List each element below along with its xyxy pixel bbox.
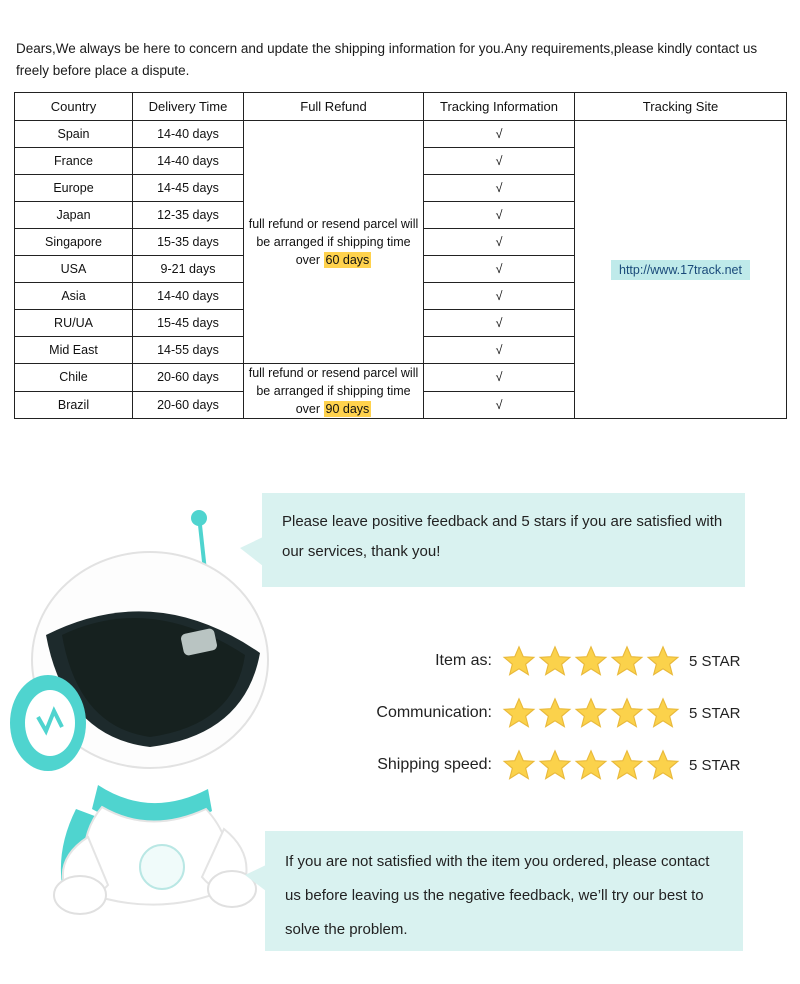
star-icon [502,644,536,678]
cell-country: Japan [15,202,133,229]
rating-label: Item as: [435,652,492,669]
star-icon [646,644,680,678]
star-icon [538,644,572,678]
refund-text-1: full refund or resend parcel will be arranged if shipping time over [248,217,419,267]
cell-delivery: 14-55 days [133,337,244,364]
star-icon [610,696,644,730]
cell-tracking: √ [424,229,575,256]
header-refund: Full Refund [244,93,424,121]
positive-feedback-text: Please leave positive feedback and 5 stars if you are satisfied with our services, thank you! [282,513,723,560]
cell-tracking: √ [424,283,575,310]
star-icon [502,696,536,730]
header-delivery: Delivery Time [133,93,244,121]
star-icon [502,748,536,782]
bubble-tail-icon [240,537,263,566]
cell-country: RU/UA [15,310,133,337]
tracking-site-link[interactable]: http://www.17track.net [611,260,750,280]
rating-value: 5 STAR [689,704,741,722]
table-row [15,121,787,148]
cell-country: Brazil [15,391,133,419]
negative-feedback-bubble [265,831,743,951]
cell-delivery: 20-60 days [133,364,244,392]
star-icon [610,748,644,782]
cell-country: Chile [15,364,133,392]
refund-text-2: full refund or resend parcel will be arranged if shipping time over [248,366,419,416]
cell-delivery: 14-40 days [133,148,244,175]
feedback-section [0,455,800,984]
cell-delivery: 15-35 days [133,229,244,256]
cell-delivery: 14-40 days [133,121,244,148]
cell-delivery: 9-21 days [133,256,244,283]
refund-highlight-2: 90 days [325,402,370,416]
cell-tracking: √ [424,148,575,175]
star-icon [646,696,680,730]
negative-feedback-text: If you are not satisfied with the item you ordered, please contact us before leaving us the negative feedback, we’ll try our best to solve the problem. [285,853,710,938]
positive-feedback-bubble [262,493,745,587]
header-tracking: Tracking Information [424,93,575,121]
shipping-info-section [14,38,786,419]
star-icon [538,696,572,730]
cell-tracking: √ [424,310,575,337]
rating-value: 5 STAR [689,652,741,670]
rating-row-shipping-speed [300,739,770,791]
cell-delivery: 14-45 days [133,175,244,202]
star-icon [646,748,680,782]
cell-refund-group-2 [244,364,424,419]
star-icon [610,644,644,678]
header-site: Tracking Site [575,93,787,121]
rating-label: Shipping speed: [377,756,492,773]
ratings-list [300,635,770,791]
star-icon [574,748,608,782]
shipping-notice-text: Dears,We always be here to concern and update the shipping information for you.Any requirements,please kindly contact us freely before place a dispute. [16,41,758,78]
cell-delivery: 12-35 days [133,202,244,229]
rating-row-item-as [300,635,770,687]
cell-tracking: √ [424,256,575,283]
star-icon [574,644,608,678]
cell-country: Asia [15,283,133,310]
shipping-table [14,92,787,419]
rating-value: 5 STAR [689,756,741,774]
cell-country: Spain [15,121,133,148]
star-icon [574,696,608,730]
refund-highlight-1: 60 days [325,253,370,267]
cell-country: Singapore [15,229,133,256]
cell-tracking: √ [424,175,575,202]
rating-label: Communication: [376,704,492,721]
bubble-tail-icon [245,865,266,891]
cell-refund-group-1 [244,121,424,364]
rating-row-communication [300,687,770,739]
star-rating-group [502,644,680,678]
cell-tracking: √ [424,391,575,419]
cell-country: Europe [15,175,133,202]
header-country: Country [15,93,133,121]
cell-delivery: 14-40 days [133,283,244,310]
cell-tracking: √ [424,121,575,148]
star-rating-group [502,696,680,730]
cell-country: Mid East [15,337,133,364]
star-icon [538,748,572,782]
cell-tracking-site [575,121,787,419]
cell-country: France [15,148,133,175]
table-header-row [15,93,787,121]
cell-delivery: 20-60 days [133,391,244,419]
cell-tracking: √ [424,202,575,229]
cell-tracking: √ [424,364,575,392]
cell-delivery: 15-45 days [133,310,244,337]
star-rating-group [502,748,680,782]
cell-country: USA [15,256,133,283]
cell-tracking: √ [424,337,575,364]
